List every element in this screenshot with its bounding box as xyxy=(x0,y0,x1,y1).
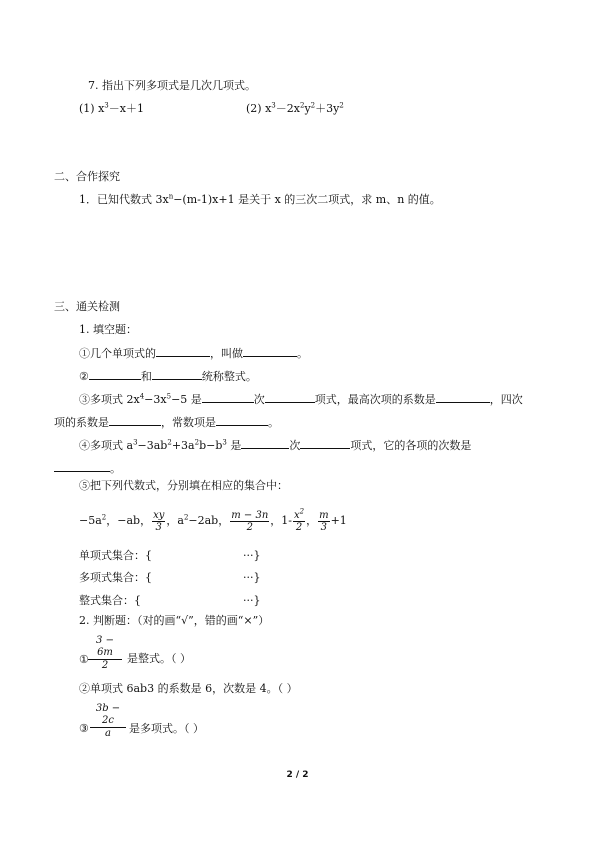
set-monomial: 单项式集合：{ xyxy=(79,549,152,562)
fill-item-4-cont: 。 xyxy=(54,461,121,476)
judge3-text: 是多项式。（ ） xyxy=(129,722,204,735)
section2-q1: 1．已知代数式 $3x^n-(m-1)x+1$ 是关于 x 的三次二项式，求 m、n 的值。 xyxy=(79,192,441,206)
set-polynomial: 多项式集合：{ xyxy=(79,571,152,584)
q7-part-b-label: (2) xyxy=(246,102,262,115)
frac-xy-3: $\frac{xy}{3}$ xyxy=(153,509,165,533)
judge3-mark: ③ xyxy=(79,722,89,735)
blank-4a[interactable] xyxy=(241,438,289,449)
fill-item-1: ①几个单项式的 ，叫做 。 xyxy=(79,347,308,360)
fill-title: 1. 填空题： xyxy=(79,323,137,336)
judge2-text: ②单项式 6ab3 的系数是 6，次数是 4。（ ） xyxy=(79,682,298,695)
frac-m-3: $\frac{m}{3}$ xyxy=(319,509,329,533)
set-integral-tail: ···} xyxy=(243,594,261,607)
q7-title: 7. 指出下列多项式是几次几项式。 xyxy=(88,79,256,92)
frac-x2-2: $\frac{x^2}{2}$ xyxy=(293,507,305,533)
blank-3d[interactable] xyxy=(109,415,161,426)
fill-item-2: ② 和 统称整式。 xyxy=(79,370,257,383)
blank-1a[interactable] xyxy=(156,346,210,357)
judge1-mark: ① xyxy=(79,653,89,666)
blank-3c[interactable] xyxy=(436,392,490,403)
blank-3b[interactable] xyxy=(265,392,315,403)
judge3-fraction: $\frac{3b - 2c}{a}$ xyxy=(90,703,126,740)
judge1-fraction: $\frac{3 - 6m}{2}$ xyxy=(88,635,122,672)
section3-heading: 三、通关检测 xyxy=(54,300,120,313)
fill-item-3-cont: 项的系数是 ，常数项是 。 xyxy=(54,416,279,429)
frac-m3n-2: $\frac{m - 3n}{2}$ xyxy=(231,509,269,533)
page-number: 2 / 2 xyxy=(286,770,309,780)
set-polynomial-tail: ···} xyxy=(243,571,261,584)
blank-3e[interactable] xyxy=(216,415,268,426)
blank-2b[interactable] xyxy=(152,369,202,380)
fill-item-3: ③多项式 $2x^4-3x^5-5$ 是 次 项式，最高次项的系数是 ，四次 xyxy=(79,392,523,406)
blank-4b[interactable] xyxy=(300,438,350,449)
q7-part-a: (1) $x^3-x+1$ xyxy=(79,101,144,115)
fill-item-5: ⑤把下列代数式，分别填在相应的集合中： xyxy=(79,479,288,492)
blank-4c[interactable] xyxy=(54,461,110,472)
blank-1b[interactable] xyxy=(243,346,297,357)
blank-3a[interactable] xyxy=(202,392,254,403)
set-monomial-tail: ···} xyxy=(243,549,261,562)
blank-2a[interactable] xyxy=(89,369,141,380)
q7-part-b: (2) $x^3-2x^2y^2+3y^2$ xyxy=(246,101,344,115)
judge-title: 2. 判断题：（对的画“√”，错的画“×”） xyxy=(79,614,270,627)
judge1-text: 是整式。（ ） xyxy=(127,652,191,665)
q7-part-a-label: (1) xyxy=(79,102,95,115)
section2-heading: 二、合作探究 xyxy=(54,170,120,183)
fill-item-4: ④多项式 $a^3-3ab^2+3a^2b-b^3$ 是 次 项式，它的各项的次数是 xyxy=(79,438,472,452)
expression-list: $-5a^2$，−ab， $\frac{xy}{3}$ ，$a^2-2ab$， $\frac{m - 3n}{2}$ ，1- $\frac{x^2}{2}$ ， $\frac{m}{3}$ +1 xyxy=(79,507,347,533)
set-integral: 整式集合：{ xyxy=(79,594,141,607)
